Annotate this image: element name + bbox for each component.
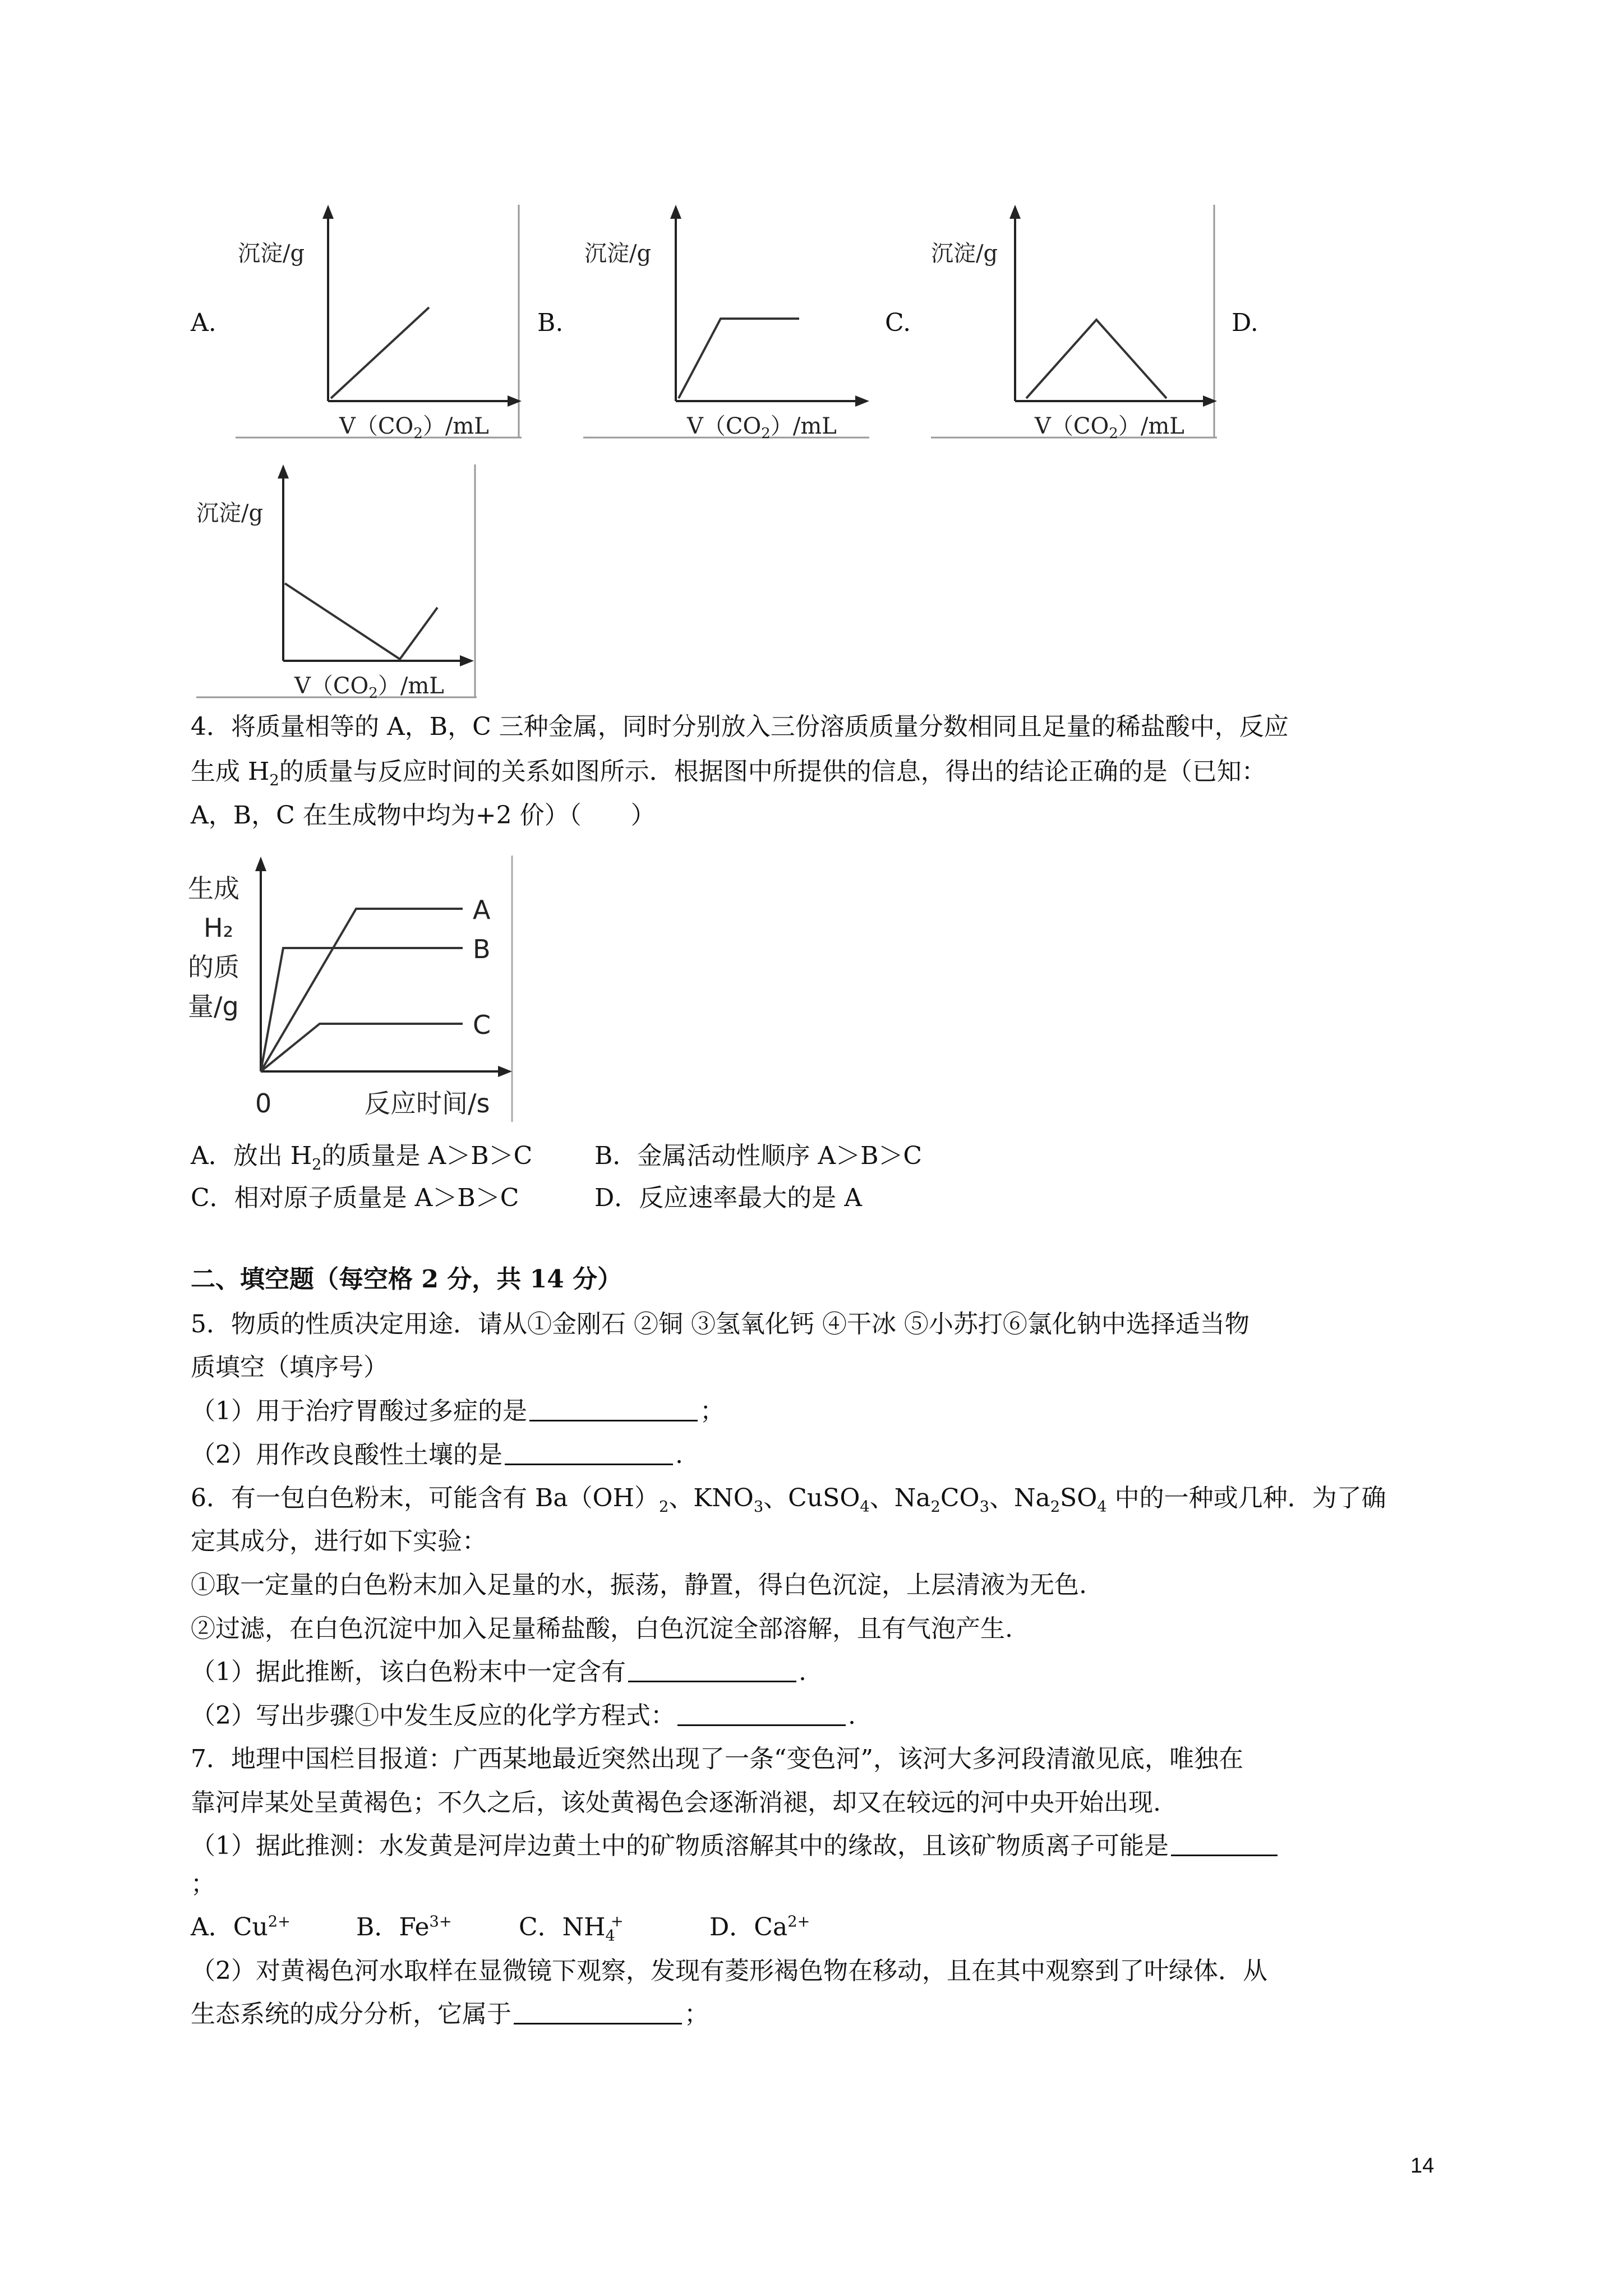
q7-sub2-line2: 生态系统的成分分析，它属于 ； bbox=[191, 2000, 709, 2028]
q3-chart-a-line bbox=[331, 307, 429, 398]
q3-option-c: C. bbox=[885, 309, 911, 337]
q3-chart-d bbox=[196, 464, 488, 702]
page-number: 14 bbox=[1410, 2154, 1435, 2178]
q4-xlabel: 反应时间/s bbox=[365, 1088, 490, 1119]
q5-sub1: （1）用于治疗胃酸过多症的是 ； bbox=[191, 1397, 725, 1425]
q4-option-a: A．放出 $H_2$的质量是 A＞B＞C bbox=[191, 1142, 533, 1174]
q6-sub2-blank[interactable] bbox=[677, 1702, 846, 1726]
q4-series-a-label: A bbox=[473, 895, 491, 925]
q3-chart-d-ylabel: 沉淀/g bbox=[196, 500, 264, 526]
q6-step2: ②过滤，在白色沉淀中加入足量稀盐酸，白色沉淀全部溶解，且有气泡产生. bbox=[191, 1614, 1013, 1643]
q4-ylabel-1: 生成 bbox=[188, 873, 239, 904]
q4-option-d: D．反应速率最大的是 A bbox=[594, 1184, 863, 1212]
section2-title: 二、填空题（每空格 2 分，共 14 分） bbox=[191, 1265, 623, 1294]
q6-line1: 6．有一包白色粉末，可能含有 $Ba(OH)_2$、$KNO_3$、CuSO$_4$、$Na_2CO_3$、$Na_2SO_4$ 中的一种或几种．为了确 bbox=[191, 1484, 1386, 1516]
q7-line1: 7．地理中国栏目报道：广西某地最近突然出现了一条“变色河”，该河大多河段清澈见底，唯独在 bbox=[191, 1745, 1243, 1773]
q4-line3: A，B，C 在生成物中均为+2 价）（ ） bbox=[191, 801, 656, 830]
q5-sub2-blank[interactable] bbox=[505, 1441, 673, 1465]
q5-sub1-blank[interactable] bbox=[529, 1397, 698, 1421]
q3-chart-c-ylabel: 沉淀/g bbox=[931, 241, 998, 266]
q3-chart-c-xlabel: $V(CO_2)/mL$ bbox=[1035, 413, 1184, 442]
q4-ylabel-2: H₂ bbox=[204, 913, 234, 943]
q4-line2: 生成 $H_2$的质量与反应时间的关系如图所示．根据图中所提供的信息，得出的结论正确的是（已知： bbox=[191, 757, 1266, 789]
q3-chart-a-ylabel: 沉淀/g bbox=[238, 241, 305, 266]
q7-line2: 靠河岸某处呈黄褐色；不久之后，该处黄褐色会逐渐消褪，却又在较远的河中央开始出现. bbox=[191, 1788, 1161, 1817]
q4-origin-label: 0 bbox=[255, 1088, 272, 1119]
q5-sub2: （2）用作改良酸性土壤的是 . bbox=[191, 1441, 683, 1469]
q4-series-b-label: B bbox=[473, 934, 491, 964]
q4-ylabel-4: 量/g bbox=[188, 991, 239, 1022]
q3-chart-d-xlabel: $V(CO_2)/mL$ bbox=[294, 673, 444, 702]
q7-sub2-line1: （2）对黄褐色河水取样在显微镜下观察，发现有菱形褐色物在移动，且在其中观察到了叶绿体．从 bbox=[191, 1957, 1267, 1985]
q4-ylabel-3: 的质 bbox=[188, 952, 239, 982]
q3-chart-a bbox=[236, 205, 527, 443]
q3-option-b: B. bbox=[537, 309, 564, 337]
q3-chart-d-line bbox=[285, 583, 437, 659]
q3-option-a: A. bbox=[191, 309, 216, 337]
q6-sub1-blank[interactable] bbox=[628, 1658, 796, 1682]
q4-option-c: C．相对原子质量是 A＞B＞C bbox=[191, 1184, 519, 1212]
q3-chart-c-line bbox=[1026, 320, 1166, 398]
q6-step1: ①取一定量的白色粉末加入足量的水，振荡，静置，得白色沉淀，上层清液为无色. bbox=[191, 1571, 1087, 1599]
q7-option-d: D．$Ca^{2+}$ bbox=[709, 1913, 810, 1941]
q7-sub1: （1）据此推测：水发黄是河岸边黄土中的矿物质溶解其中的缘故，且该矿物质离子可能是 bbox=[191, 1832, 1280, 1861]
q6-sub1: （1）据此推断，该白色粉末中一定含有 . bbox=[191, 1658, 806, 1686]
q7-option-b: B．$Fe^{3+}$ bbox=[356, 1913, 452, 1941]
q7-option-c: C．$NH_4^+$ bbox=[519, 1913, 624, 1945]
q6-line2: 定其成分，进行如下实验： bbox=[191, 1527, 487, 1556]
q4-chart bbox=[188, 855, 524, 1124]
q5-line2: 质填空（填序号） bbox=[191, 1353, 388, 1382]
q4-line1: 4．将质量相等的 A，B，C 三种金属，同时分别放入三份溶质质量分数相同且足量的稀盐酸中，反应 bbox=[191, 712, 1289, 741]
q6-sub2: （2）写出步骤①中发生反应的化学方程式： . bbox=[191, 1701, 856, 1730]
q4-option-b: B．金属活动性顺序 A＞B＞C bbox=[594, 1142, 923, 1170]
q7-sub1-end: ； bbox=[191, 1870, 215, 1898]
q3-option-d: D. bbox=[1232, 309, 1258, 337]
q7-sub2-blank[interactable] bbox=[514, 2000, 682, 2024]
q3-chart-c bbox=[931, 205, 1223, 443]
q5-line1: 5．物质的性质决定用途．请从①金刚石 ②铜 ③氢氧化钙 ④干冰 ⑤小苏打⑥氯化钠中选择适当物 bbox=[191, 1310, 1249, 1338]
q3-chart-b-xlabel: $V(CO_2)/mL$ bbox=[687, 413, 837, 442]
q4-series-c-label: C bbox=[473, 1010, 491, 1040]
q3-chart-a-xlabel: $V(CO_2)/mL$ bbox=[339, 413, 489, 442]
q4-line-c bbox=[261, 1024, 463, 1071]
q7-sub1-blank[interactable] bbox=[1171, 1832, 1278, 1856]
q3-chart-b-ylabel: 沉淀/g bbox=[584, 241, 652, 266]
q7-option-a: A．$Cu^{2+}$ bbox=[191, 1913, 291, 1941]
q3-chart-b-line bbox=[679, 319, 799, 398]
q3-chart-b bbox=[583, 205, 875, 443]
q4-line-b bbox=[261, 948, 463, 1071]
